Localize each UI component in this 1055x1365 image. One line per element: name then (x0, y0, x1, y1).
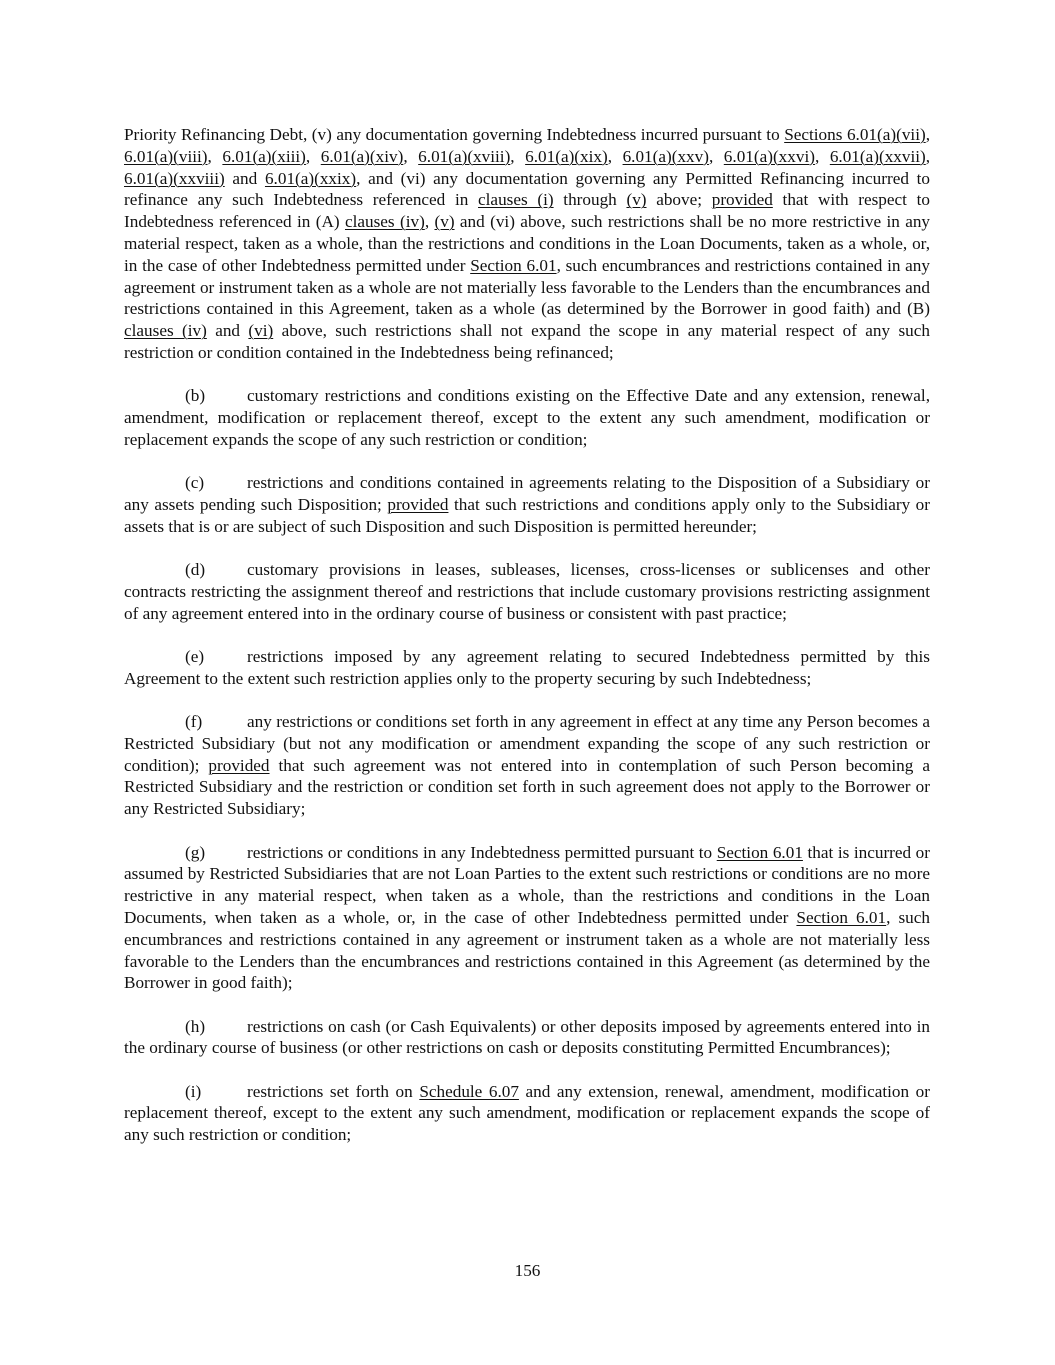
cross-reference-link[interactable]: 6.01(a)(xiv) (320, 146, 404, 166)
cross-reference-link[interactable]: Schedule 6.07 (419, 1081, 519, 1101)
text-segment: and (224, 168, 265, 188)
cross-reference-link[interactable]: 6.01(a)(xxv) (622, 146, 709, 166)
text-segment: , (925, 146, 931, 166)
cross-reference-link[interactable]: (vi) (248, 321, 274, 341)
text-segment: above; (646, 190, 712, 210)
clause-g (124, 842, 930, 995)
document-page (124, 124, 930, 1168)
text-segment: and (vi) above, such restrictions shall be no more restrictive in any material respect, taken as a whole, than the restrictions and conditions in the Loan Documents, taken as a whole, or, in the case of other Indebtedness permitted under (124, 212, 931, 275)
cross-reference-link[interactable]: 6.01(a)(xix) (525, 146, 608, 166)
text-segment: , (510, 146, 526, 166)
text-segment: that with respect to Indebtedness referenced in (A) (124, 190, 930, 232)
clause-d (124, 559, 930, 624)
defined-term-proviso: provided (711, 190, 773, 210)
clause-label: (b) (185, 386, 206, 406)
text-segment: , and (vi) any documentation governing any Permitted Refinancing incurred to refinance any such Indebtedness referenced in (124, 168, 930, 210)
cross-reference-link[interactable]: clauses (iv) (124, 321, 207, 341)
defined-term-proviso: provided (387, 494, 449, 514)
clause-f (124, 711, 930, 820)
cross-reference-link[interactable]: Section 6.01 (796, 907, 887, 927)
clause-c (124, 472, 930, 537)
cross-reference-link[interactable]: 6.01(a)(xiii) (222, 146, 306, 166)
cross-reference-link[interactable]: clauses (iv) (344, 212, 425, 232)
clause-text: , such encumbrances and restrictions contained in any agreement or instrument taken as a whole are not materially less favorable to the Lenders than the encumbrances and restrictions contained in this Agreement (as determined by the Borrower in good faith); (124, 907, 930, 993)
cross-reference-link[interactable]: (v) (626, 190, 647, 210)
clause-text: restrictions or conditions in any Indebtedness permitted pursuant to (247, 842, 717, 862)
cross-reference-link[interactable]: Section 6.01 (470, 255, 557, 275)
text-segment: through (553, 190, 627, 210)
text-segment: , (403, 146, 419, 166)
text-segment: , (305, 146, 321, 166)
text-segment: above, such restrictions shall not expand the scope in any material respect of any such restriction or condition contained in the Indebtedness being refinanced; (124, 321, 930, 362)
clause-text: restrictions set forth on (247, 1081, 420, 1101)
text-segment: , (814, 146, 830, 166)
cross-reference-link[interactable]: clauses (i) (478, 190, 554, 210)
cross-reference-link[interactable]: Section 6.01 (716, 842, 803, 862)
clause-label: (f) (185, 712, 203, 732)
page-number: 156 (514, 1261, 541, 1280)
text-segment: , (607, 146, 623, 166)
cross-reference-link[interactable]: 6.01(a)(xxviii) (124, 168, 225, 188)
clause-text: restrictions and conditions contained in agreements relating to the Disposition of a Subsidiary or any assets pending such Disposition; (124, 473, 930, 514)
cross-reference-link[interactable]: 6.01(a)(viii) (124, 146, 208, 166)
text-segment: , (424, 212, 435, 232)
cross-reference-link[interactable]: (v) (434, 212, 455, 232)
clause-text: that is incurred or assumed by Restricted Subsidiaries that are not Loan Parties to the extent such restrictions or conditions are no more restrictive in any material respect, when taken as a whole, than the restrictions and conditions in the Loan Documents, when taken as a whole, or, in the case of other Indebtedness permitted under (124, 842, 930, 927)
clause-h (124, 1016, 930, 1060)
clause-text: any restrictions or conditions set forth in any agreement in effect at any time any Person becomes a Restricted Subsidiary (but not any modification or amendment expanding the scope of any such restriction or condition); (124, 712, 930, 775)
cross-reference-link[interactable]: Sections 6.01(a)(vii) (784, 125, 926, 144)
clause-label: (i) (185, 1081, 202, 1101)
clause-text: that such restrictions and conditions apply only to the Subsidiary or assets that is or are subject of such Disposition and such Disposition is permitted hereunder; (124, 494, 930, 536)
clause-i (124, 1081, 930, 1146)
clause-text: that such agreement was not entered into in contemplation of such Person becoming a Restricted Subsidiary and the restriction or condition set forth in such agreement does not apply to the Borrower or any Restricted Subsidiary; (124, 755, 930, 819)
clause-b (124, 385, 930, 450)
defined-term-proviso: provided (208, 755, 270, 775)
clause-label: (e) (185, 646, 205, 666)
clause-text: customary restrictions and conditions existing on the Effective Date and any extension, renewal, amendment, modification or replacement thereof, except to the extent any such amendment, modification or replacement expands the scope of any such restriction or condition; (124, 386, 930, 449)
clause-e (124, 646, 930, 690)
text-segment: , (207, 146, 223, 166)
clause-text: restrictions imposed by any agreement relating to secured Indebtedness permitted by this Agreement to the extent such restriction applies only to the property securing by such Indebtedness; (124, 646, 930, 688)
cross-reference-link[interactable]: 6.01(a)(xxvi) (723, 146, 815, 166)
text-segment: , (708, 146, 724, 166)
intro-paragraph (124, 124, 930, 364)
clause-text: and any extension, renewal, amendment, modification or replacement thereof, except to the extent any such amendment, modification or replacement expands the scope of any such restriction or condition; (124, 1081, 930, 1145)
clause-label: (d) (185, 560, 206, 580)
cross-reference-link[interactable]: 6.01(a)(xxix) (264, 168, 357, 188)
clause-label: (c) (185, 473, 205, 493)
clause-label: (g) (185, 842, 206, 862)
text-segment: and (206, 321, 249, 341)
text-segment: , such encumbrances and restrictions contained in any agreement or instrument taken as a whole are not materially less favorable to the Lenders than the encumbrances and restrictions contained in this Agreement, taken as a whole (as determined by the Borrower in good faith) and (B) (124, 255, 930, 319)
clause-label: (h) (185, 1016, 206, 1036)
clause-text: customary provisions in leases, subleases, licenses, cross-licenses or sublicenses and other contracts restricting the assignment thereof and restrictions that include customary provisions restricting assignment of any agreement entered into in the ordinary course of business or consistent with past practice; (124, 560, 930, 623)
clause-text: restrictions on cash (or Cash Equivalents) or other deposits imposed by agreements entered into in the ordinary course of business (or other restrictions on cash or deposits constituting Permitted Encumbrances); (124, 1016, 930, 1058)
text-segment: Priority Refinancing Debt, (v) any documentation governing Indebtedness incurred pursuant to (124, 125, 785, 144)
cross-reference-link[interactable]: 6.01(a)(xviii) (418, 146, 511, 166)
cross-reference-link[interactable]: 6.01(a)(xxvii) (829, 146, 926, 166)
text-segment: , (925, 125, 930, 144)
